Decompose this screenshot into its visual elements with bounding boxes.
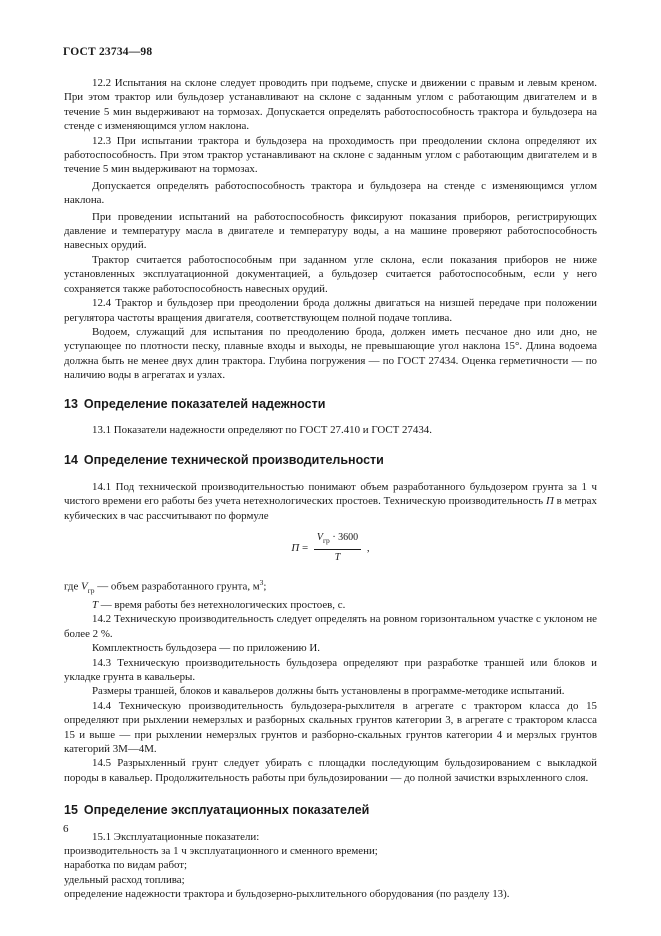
document-code-header: ГОСТ 23734—98 bbox=[63, 46, 153, 58]
formula-equals: = bbox=[301, 541, 309, 554]
where-volume-text: — объем разработанного грунта, м bbox=[94, 580, 260, 593]
page-number: 6 bbox=[63, 823, 69, 835]
section-15-heading bbox=[64, 803, 597, 817]
where-volume-var: V bbox=[81, 580, 88, 593]
productivity-formula bbox=[64, 531, 597, 566]
list-item-reliability: определение надежности трактора и бульдозерно-рыхлительного оборудования (по разделу 13). bbox=[64, 888, 510, 901]
section-14-number: 14 bbox=[64, 453, 78, 468]
paragraph-14-1 bbox=[64, 480, 597, 523]
formula-where-time bbox=[64, 598, 597, 612]
paragraph-14-2-completeness: Комплектность бульдозера — по приложению И. bbox=[92, 642, 320, 655]
paragraph-14-4: 14.4 Техническую производительность бульдозера-рыхлителя в агрегате с трактором класса до 15 определяют при рыхлении немерзлых и разборных скальных грунтов категории 3, в агрегате с трактором класса 15 и выше — при рыхлении немерзлых грунтов и разборно-скальных грунтов категории 4 и мерзлых грунтов категорий 3М—4М. bbox=[64, 699, 597, 756]
where-volume-sub: гр bbox=[87, 585, 95, 595]
paragraph-14-3: 14.3 Техническую производительность бульдозера определяют при разработке траншей или блоков и укладке грунта в кавальеры. bbox=[64, 656, 597, 684]
where-volume-end: ; bbox=[263, 580, 267, 593]
paragraph-12-3-criteria: Трактор считается работоспособным при заданном угле склона, если показания приборов не ниже установленных эксплуатационной документацией, а бульдозер считается работоспособным, если у него сохраняется также работоспособность навесных орудий. bbox=[64, 253, 597, 295]
where-volume-sup: 3 bbox=[259, 577, 264, 587]
section-14-title: Определение технической производительности bbox=[83, 453, 384, 468]
paragraph-14-1-text-a: 14.1 Под технической производительностью понимают объем разработанного бульдозером грунта за 1 ч чистого времени его работы без учета нетехнологических простоев. Техническую производительность bbox=[64, 480, 597, 508]
list-item-operating-time: наработка по видам работ; bbox=[64, 859, 188, 872]
paragraph-12-3-note: Допускается определять работоспособность трактора и бульдозера на стенде с изменяющимся углом наклона. bbox=[64, 179, 597, 207]
formula-tail: , bbox=[366, 541, 370, 554]
formula-lhs: П bbox=[291, 541, 300, 554]
document-body bbox=[64, 76, 597, 902]
paragraph-12-4: 12.4 Трактор и бульдозер при преодолении брода должны двигаться на низшей передаче при положении регулятора частоты вращения двигателя, соответствующем полной подаче топлива. bbox=[64, 297, 597, 324]
list-item-productivity: производительность за 1 ч эксплуатационного и сменного времени; bbox=[64, 845, 378, 858]
formula-volume-sub: гр bbox=[322, 535, 330, 545]
section-13-number: 13 bbox=[64, 396, 78, 411]
paragraph-14-3-sizes: Размеры траншей, блоков и кавальеров должны быть установлены в программе-методике испытаний. bbox=[92, 685, 565, 698]
formula-numerator-rest: · 3600 bbox=[329, 531, 359, 543]
paragraph-12-2: 12.2 Испытания на склоне следует проводить при подъеме, спуске и движении с правым и левым креном. При этом трактор или бульдозер устанавливают на склоне с заданным углом с работающим двигателем и в течение 5 мин выдерживают на тормозах. Допускается определять работоспособность трактора и бульдозера на стенде с изменяющимся углом наклона. bbox=[64, 77, 597, 133]
paragraph-14-2: 14.2 Техническую производительность следует определять на ровном горизонтальном участке с уклоном не более 2 %. bbox=[64, 613, 597, 640]
where-time-text: — время работы без нетехнологических простоев, с. bbox=[98, 598, 346, 611]
paragraph-13-1: 13.1 Показатели надежности определяют по ГОСТ 27.410 и ГОСТ 27434. bbox=[92, 423, 432, 436]
formula-fraction bbox=[314, 531, 361, 566]
formula-denominator: T bbox=[334, 552, 341, 564]
list-item-fuel-consumption: удельный расход топлива; bbox=[64, 873, 185, 886]
paragraph-12-4-pond: Водоем, служащий для испытания по преодолению брода, должен иметь песчаное дно или дно, не уступающее по плотности песку, плавные входы и выходы, не превышающие угол наклона 15°. Длина водоема должна быть не менее двух длин трактора. Глубина погружения — по ГОСТ 27434. Оценка герметичности — по наличию воды в агрегатах и узлах. bbox=[64, 325, 597, 382]
section-13-heading bbox=[64, 397, 597, 411]
paragraph-12-3: 12.3 При испытании трактора и бульдозера на проходимость при преодолении склона определяют их работоспособность. При этом трактор устанавливают на склоне с заданным углом с работающим двигателем и в течение 5 мин выдерживают на тормозах. bbox=[64, 134, 597, 176]
formula-where-volume bbox=[64, 576, 597, 598]
paragraph-12-3-instruments: При проведении испытаний на работоспособность фиксируют показания приборов, регистрирующих давление и температуру масла в двигателе и температуру воды, а на машине проверяют работоспособность навесных орудий. bbox=[64, 210, 597, 252]
paragraph-15-1: 15.1 Эксплуатационные показатели: bbox=[92, 830, 260, 843]
paragraph-14-1-text-b: в метрах кубических в час рассчитывают по формуле bbox=[64, 495, 597, 522]
where-time-var: T bbox=[92, 598, 99, 611]
productivity-symbol: П bbox=[545, 495, 554, 508]
where-prefix: где bbox=[64, 580, 79, 593]
section-15-number: 15 bbox=[64, 803, 78, 818]
formula-volume-var: V bbox=[316, 531, 323, 543]
section-15-title: Определение эксплуатационных показателей bbox=[83, 803, 370, 818]
section-13-title: Определение показателей надежности bbox=[83, 396, 326, 411]
section-14-heading bbox=[64, 453, 597, 467]
formula-numerator bbox=[314, 531, 361, 550]
paragraph-14-5: 14.5 Разрыхленный грунт следует убирать с площадки последующим бульдозированием с выкладкой породы в кавальер. Продолжительность работы при бульдозировании — до полной зачистки взрыхленного слоя. bbox=[64, 757, 597, 784]
